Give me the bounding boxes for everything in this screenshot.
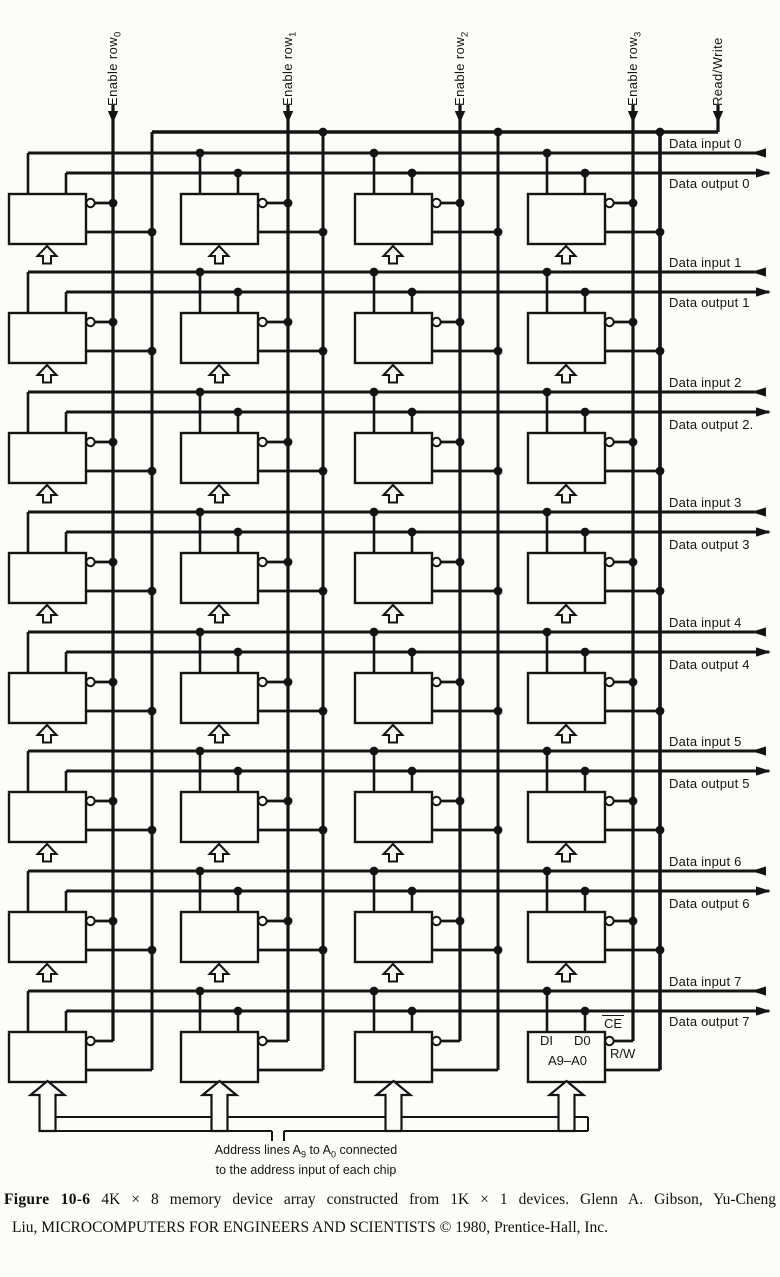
data-input-6-label: Data input 6 xyxy=(669,854,742,869)
data-input-1-label: Data input 1 xyxy=(669,255,742,270)
enable-row-1-label xyxy=(280,31,299,106)
caption-line-2: Liu, MICROCOMPUTERS FOR ENGINEERS AND SCIENTISTS © 1980, Prentice-Hall, Inc. xyxy=(12,1219,609,1236)
caption-text-1: 4K × 8 memory device array constructed from 1K × 1 devices. Glenn A. Gibson, Yu-Cheng xyxy=(101,1191,777,1208)
address-note-sub0: 0 xyxy=(331,1149,337,1160)
enable-row-3-label xyxy=(625,31,644,106)
data-input-5-label: Data input 5 xyxy=(669,734,742,749)
chip-pin-label-di: DI xyxy=(540,1033,553,1048)
enable-row-1-text: Enable row xyxy=(280,36,295,106)
enable-row-3-text: Enable row xyxy=(625,36,640,106)
address-note-line2: to the address input of each chip xyxy=(215,1163,397,1177)
enable-row-0-sub: 0 xyxy=(112,31,124,37)
figure-caption xyxy=(4,1186,776,1242)
caption-line-1 xyxy=(4,1186,776,1214)
data-output-7-label: Data output 7 xyxy=(669,1014,750,1029)
figure-number: Figure 10-6 xyxy=(4,1191,91,1208)
data-input-4-label: Data input 4 xyxy=(669,615,742,630)
chip-pin-label-do: D0 xyxy=(574,1033,591,1048)
enable-row-0-label xyxy=(105,31,124,106)
enable-row-0-text: Enable row xyxy=(105,36,120,106)
data-output-0-label: Data output 0 xyxy=(669,176,750,191)
data-output-4-label: Data output 4 xyxy=(669,657,750,672)
data-output-1-label: Data output 1 xyxy=(669,295,750,310)
read-write-label xyxy=(710,37,725,106)
address-note-pre: Address lines A xyxy=(214,1143,301,1157)
data-output-6-label: Data output 6 xyxy=(669,896,750,911)
address-note xyxy=(180,1143,432,1179)
data-output-3-label: Data output 3 xyxy=(669,537,750,552)
address-note-sub9: 9 xyxy=(300,1149,306,1160)
data-output-5-label: Data output 5 xyxy=(669,776,750,791)
enable-row-3-sub: 3 xyxy=(632,31,644,37)
enable-row-1-sub: 1 xyxy=(287,31,299,37)
chip-pin-label-addr: A9–A0 xyxy=(548,1053,588,1068)
address-note-line1 xyxy=(214,1143,398,1160)
data-input-2-label: Data input 2 xyxy=(669,375,742,390)
enable-row-2-label xyxy=(452,31,471,106)
read-write-text: Read/Write xyxy=(710,37,725,106)
data-input-7-label: Data input 7 xyxy=(669,974,742,989)
address-note-post: connected xyxy=(336,1143,398,1157)
address-note-mid: to A xyxy=(305,1143,332,1157)
chip-pin-label-ce: CE xyxy=(604,1016,623,1031)
data-input-0-label: Data input 0 xyxy=(669,136,742,151)
data-output-2-label: Data output 2. xyxy=(669,417,754,432)
chip-pin-label-rw: R/W xyxy=(610,1046,636,1061)
enable-row-2-sub: 2 xyxy=(459,31,471,37)
enable-row-2-text: Enable row xyxy=(452,36,467,106)
data-input-3-label: Data input 3 xyxy=(669,495,742,510)
